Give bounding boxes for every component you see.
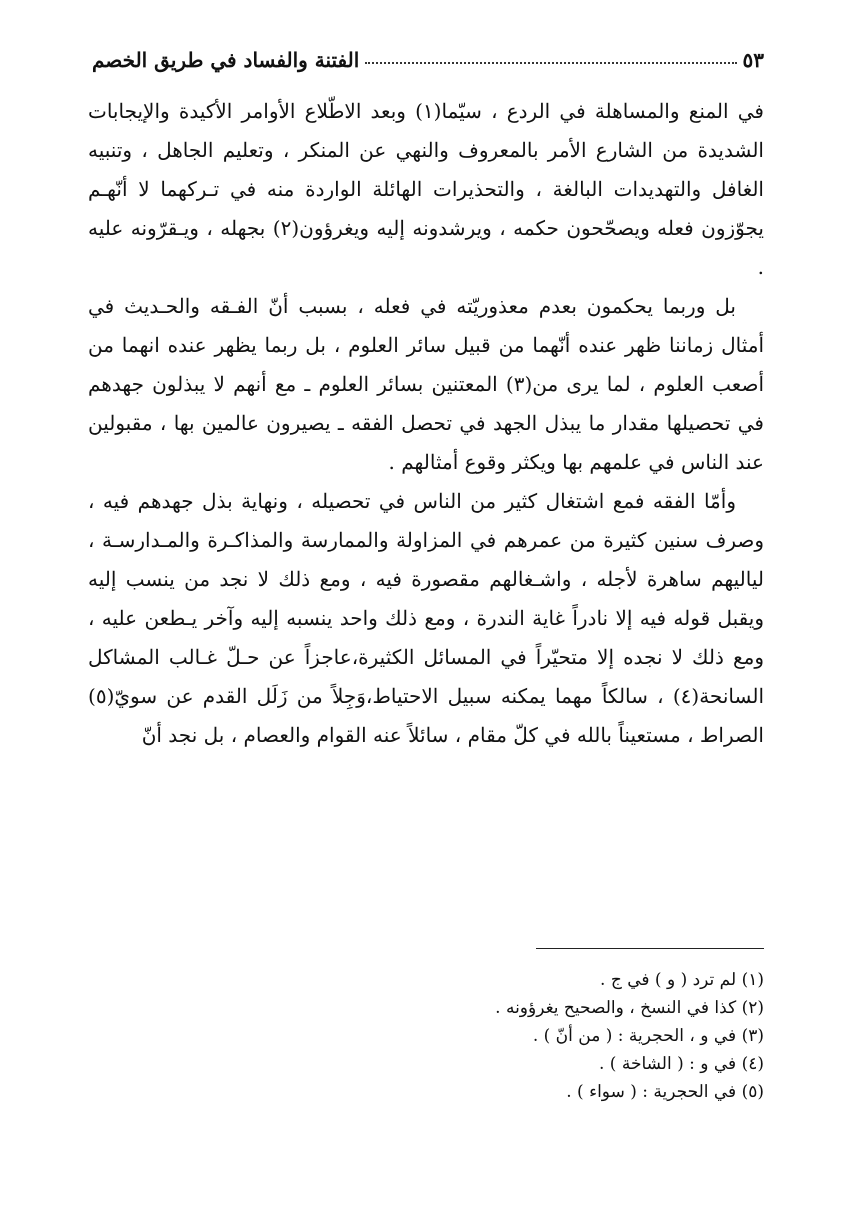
- footnotes: [88, 966, 764, 1106]
- paragraph-2: بل وربما يحكمون بعدم معذوريّته في فعله ، بسبب أنّ الفـقه والحـديث في أمثال زماننا ظهر عنده أنّهما من قبيل سائر العلوم ، بل ربما يظهر عنده انهما من أصعب العلوم ، لما يرى من(٣) المعتنين بسائر العلوم ـ مع أنهم لا يبذلون جهدهم في تحصيلها مقدار ما يبذل الجهد في تحصل الفقه ـ يصيرون عالمين بها ، مقبولين عند الناس في علمهم بها ويكثر وقوع أمثالهم .: [88, 294, 764, 474]
- footnote-1: (١) لم ترد ( و ) في ج .: [600, 970, 764, 990]
- page-number: ٥٣: [742, 48, 764, 72]
- paragraph-3: وأمّا الفقه فمع اشتغال كثير من الناس في تحصيله ، ونهاية بذل جهدهم فيه ، وصرف سنين كثيرة من عمرهم في المزاولة والممارسة والمذاكـرة والمـدارسـة ، لياليهم ساهرة لأجله ، واشـغالهم مقصورة فيه ، ومع ذلك لا نجد من ينسب إليه ويقبل قوله فيه إلا نادراً غاية الندرة ، ومع ذلك واحد ينسبه إليه وآخر يـطعن عليه ، ومع ذلك لا نجده إلا متحيّراً في المسائل الكثيرة،عاجزاً عن حـلّ غـالب المشاكل السانحة(٤) ، سالكاً مهما يمكنه سبيل الاحتياط،وَجِلاً من زَلَل القدم عن سويّ(٥) الصراط ، مستعيناً بالله في كلّ مقام ، سائلاً عنه القوام والعصام ، بل نجد أنّ: [88, 489, 764, 747]
- running-header: [88, 32, 764, 72]
- paragraph-1: في المنع والمساهلة في الردع ، سيّما(١) وبعد الاطّلاع الأوامر الأكيدة والإيجابات الشديدة من الشارع الأمر بالمعروف والنهي عن المنكر ، وتعليم الجاهل ، وتنبيه الغافل والتهديدات البالغة ، والتحذيرات الهائلة الواردة منه في تـركهما لا أنّهـم يجوّزون فعله ويصحّحون حكمه ، ويرشدونه إليه ويغرؤون(٢) بجهله ، ويـقرّونه عليه .: [88, 99, 764, 279]
- header-leader-dots: [365, 61, 736, 64]
- footnote-3: (٣) في و ، الحجرية : ( من أنّ ) .: [532, 1026, 764, 1046]
- main-text: [88, 92, 764, 755]
- header-title: الفتنة والفساد في طريق الخصم: [92, 48, 360, 72]
- footnote-5: (٥) في الحجرية : ( سواء ) .: [566, 1082, 764, 1102]
- footnote-4: (٤) في و : ( الشاخة ) .: [598, 1054, 764, 1074]
- footnote-2: (٢) كذا في النسخ ، والصحيح يغرؤونه .: [495, 998, 764, 1018]
- footnote-separator: [536, 948, 764, 949]
